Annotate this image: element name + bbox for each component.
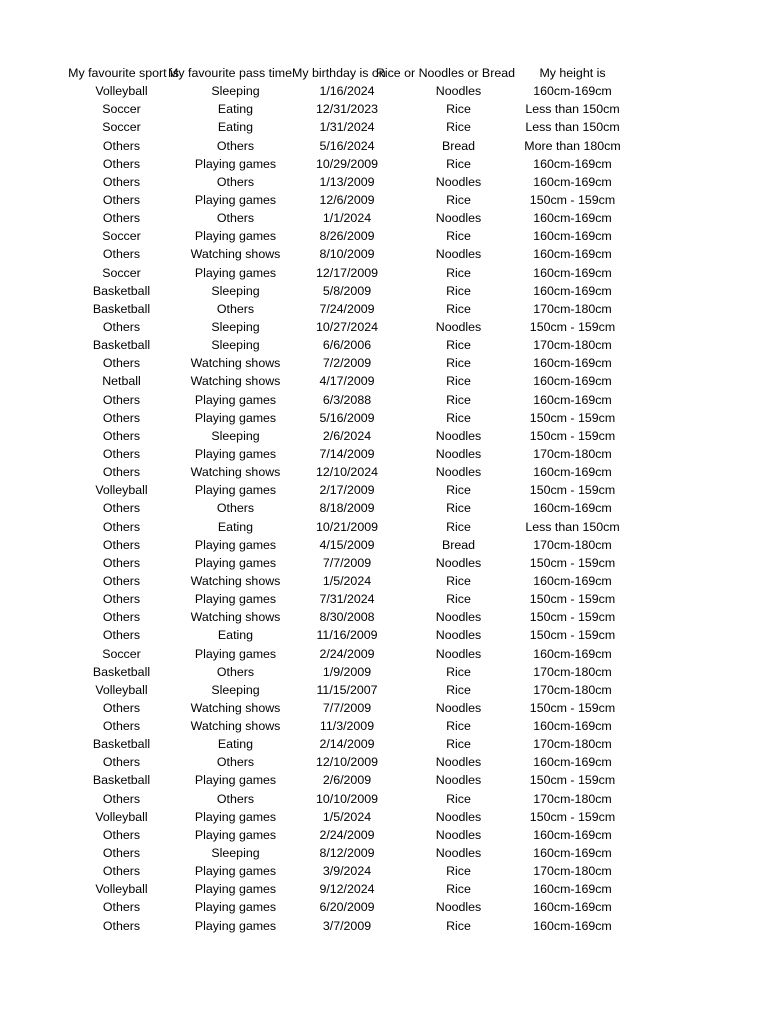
cell-food: Noodles [435,465,482,480]
cell-height: 160cm-169cm [533,827,612,842]
cell-food: Rice [446,283,471,298]
cell-food: Rice [446,156,471,171]
cell-food: Rice [446,338,471,353]
cell-sport: Others [102,791,141,806]
cell-sport: Others [102,700,141,715]
cell-birthday: 5/8/2009 [322,283,372,298]
table-row [64,826,632,844]
cell-food: Rice [446,483,471,498]
cell-height: 160cm-169cm [533,374,612,389]
cell-height: 160cm-169cm [533,356,612,371]
cell-sport: Soccer [102,102,141,117]
cell-birthday: 11/15/2007 [316,682,378,697]
cell-birthday: 2/6/2009 [322,773,372,788]
cell-height: 160cm-169cm [533,84,612,99]
cell-pass-time: Playing games [194,392,277,407]
table-row [64,481,632,499]
cell-birthday: 1/1/2024 [322,211,372,226]
cell-food: Noodles [435,846,482,861]
table-row [64,862,632,880]
cell-pass-time: Sleeping [211,338,260,353]
table-row [64,554,632,572]
cell-pass-time: Watching shows [190,700,281,715]
cell-food: Bread [441,138,476,153]
cell-sport: Others [102,174,141,189]
cell-height: 150cm - 159cm [529,610,616,625]
cell-food: Rice [446,864,471,879]
table-row [64,173,632,191]
cell-food: Noodles [435,900,482,915]
cell-food: Noodles [435,247,482,262]
cell-birthday: 12/6/2009 [319,192,375,207]
cell-pass-time: Others [216,174,255,189]
table-row [64,445,632,463]
cell-pass-time: Playing games [194,555,277,570]
table-row [64,917,632,935]
table-row [64,663,632,681]
cell-birthday: 1/5/2024 [322,573,372,588]
table-row [64,717,632,735]
cell-food: Rice [446,301,471,316]
cell-sport: Others [102,719,141,734]
cell-sport: Others [102,628,141,643]
cell-height: 170cm-180cm [533,301,612,316]
table-row [64,681,632,699]
cell-sport: Volleyball [95,809,148,824]
cell-height: 150cm - 159cm [529,410,616,425]
cell-birthday: 8/18/2009 [319,501,375,516]
cell-pass-time: Playing games [194,592,277,607]
cell-sport: Basketball [92,338,151,353]
cell-height: 150cm - 159cm [529,555,616,570]
table-row [64,245,632,263]
cell-sport: Others [102,900,141,915]
table-row [64,409,632,427]
cell-birthday: 6/6/2006 [322,338,372,353]
cell-pass-time: Watching shows [190,719,281,734]
header-pass-time: My favourite pass time [168,66,292,80]
cell-food: Noodles [435,809,482,824]
table-row [64,645,632,663]
cell-height: 160cm-169cm [533,573,612,588]
cell-food: Noodles [435,211,482,226]
cell-height: 160cm-169cm [533,846,612,861]
cell-pass-time: Playing games [194,192,277,207]
cell-height: 160cm-169cm [533,229,612,244]
cell-height: 160cm-169cm [533,646,612,661]
cell-pass-time: Sleeping [211,283,260,298]
cell-pass-time: Watching shows [190,356,281,371]
table-row [64,608,632,626]
cell-pass-time: Playing games [194,882,277,897]
cell-sport: Basketball [92,773,151,788]
cell-birthday: 3/9/2024 [322,864,372,879]
cell-birthday: 10/27/2024 [315,319,378,334]
cell-height: 160cm-169cm [533,882,612,897]
cell-sport: Basketball [92,664,151,679]
cell-sport: Soccer [102,265,141,280]
cell-sport: Others [102,610,141,625]
cell-birthday: 6/3/2088 [322,392,372,407]
cell-height: 170cm-180cm [533,664,612,679]
cell-birthday: 2/24/2009 [319,827,375,842]
cell-food: Rice [446,374,471,389]
cell-sport: Soccer [102,120,141,135]
cell-pass-time: Playing games [194,918,277,933]
cell-pass-time: Playing games [194,483,277,498]
cell-birthday: 5/16/2009 [319,410,375,425]
cell-food: Noodles [435,84,482,99]
table-row [64,318,632,336]
cell-height: 170cm-180cm [533,446,612,461]
header-birthday: My birthday is on [292,66,386,80]
cell-sport: Others [102,156,141,171]
cell-pass-time: Others [216,791,255,806]
cell-food: Rice [446,229,471,244]
cell-height: 150cm - 159cm [529,483,616,498]
cell-sport: Others [102,211,141,226]
cell-pass-time: Others [216,501,255,516]
cell-food: Rice [446,501,471,516]
cell-food: Rice [446,102,471,117]
cell-birthday: 2/14/2009 [319,737,375,752]
cell-pass-time: Playing games [194,446,277,461]
cell-food: Noodles [435,646,482,661]
table-body [64,82,632,935]
cell-sport: Others [102,356,141,371]
cell-sport: Others [102,319,141,334]
cell-food: Noodles [435,446,482,461]
cell-birthday: 7/7/2009 [322,700,372,715]
cell-birthday: 1/5/2024 [322,809,372,824]
cell-birthday: 10/29/2009 [315,156,378,171]
cell-food: Noodles [435,700,482,715]
cell-birthday: 4/15/2009 [319,537,375,552]
cell-pass-time: Sleeping [211,428,260,443]
cell-birthday: 12/10/2009 [315,755,378,770]
cell-pass-time: Others [216,755,255,770]
cell-sport: Others [102,465,141,480]
cell-sport: Others [102,537,141,552]
header-food: Rice or Noodles or Bread [375,66,515,80]
cell-sport: Others [102,864,141,879]
cell-birthday: 1/13/2009 [319,174,375,189]
cell-height: 160cm-169cm [533,918,612,933]
cell-height: 160cm-169cm [533,465,612,480]
header-sport: My favourite sport is [68,66,179,80]
cell-birthday: 10/10/2009 [315,791,378,806]
cell-birthday: 12/10/2024 [315,465,378,480]
header-height: My height is [539,66,606,80]
table-row [64,590,632,608]
cell-sport: Volleyball [95,882,148,897]
table-row [64,699,632,717]
cell-birthday: 7/24/2009 [319,301,375,316]
cell-height: 150cm - 159cm [529,428,616,443]
cell-sport: Others [102,592,141,607]
table-row [64,771,632,789]
cell-height: 160cm-169cm [533,283,612,298]
table-row [64,300,632,318]
cell-food: Rice [446,682,471,697]
table-row [64,354,632,372]
table-row [64,191,632,209]
table-row [64,372,632,390]
table-row [64,463,632,481]
cell-birthday: 11/3/2009 [319,719,375,734]
cell-height: 150cm - 159cm [529,700,616,715]
cell-pass-time: Eating [217,737,254,752]
cell-height: 150cm - 159cm [529,319,616,334]
cell-pass-time: Others [216,211,255,226]
cell-birthday: 1/9/2009 [322,664,372,679]
table-row [64,790,632,808]
cell-height: 160cm-169cm [533,174,612,189]
cell-food: Rice [446,120,471,135]
cell-birthday: 5/16/2024 [319,138,375,153]
cell-birthday: 8/26/2009 [319,229,375,244]
cell-sport: Soccer [102,646,141,661]
cell-height: 160cm-169cm [533,501,612,516]
cell-height: 160cm-169cm [533,719,612,734]
cell-birthday: 8/10/2009 [319,247,375,262]
cell-height: 170cm-180cm [533,338,612,353]
cell-pass-time: Playing games [194,156,277,171]
cell-height: 170cm-180cm [533,682,612,697]
cell-sport: Others [102,392,141,407]
table-row [64,118,632,136]
cell-food: Noodles [435,174,482,189]
cell-birthday: 7/7/2009 [322,555,372,570]
cell-food: Rice [446,410,471,425]
cell-pass-time: Watching shows [190,465,281,480]
cell-pass-time: Playing games [194,537,277,552]
table-row [64,880,632,898]
cell-pass-time: Playing games [194,229,277,244]
cell-sport: Basketball [92,301,151,316]
cell-food: Noodles [435,610,482,625]
cell-birthday: 7/31/2024 [319,592,375,607]
cell-pass-time: Sleeping [211,319,260,334]
cell-pass-time: Sleeping [211,846,260,861]
cell-height: 150cm - 159cm [529,592,616,607]
cell-birthday: 1/31/2024 [319,120,375,135]
cell-sport: Others [102,519,141,534]
table-row [64,282,632,300]
cell-sport: Basketball [92,283,151,298]
cell-food: Rice [446,719,471,734]
cell-height: 160cm-169cm [533,211,612,226]
table-row [64,391,632,409]
cell-sport: Soccer [102,229,141,244]
cell-food: Bread [441,537,476,552]
cell-pass-time: Playing games [194,646,277,661]
cell-food: Rice [446,918,471,933]
cell-height: 160cm-169cm [533,265,612,280]
cell-pass-time: Watching shows [190,610,281,625]
cell-birthday: 8/12/2009 [319,846,375,861]
cell-food: Rice [446,791,471,806]
table-row [64,844,632,862]
cell-birthday: 4/17/2009 [319,374,375,389]
cell-pass-time: Others [216,664,255,679]
cell-birthday: 3/7/2009 [322,918,372,933]
cell-food: Rice [446,356,471,371]
table-row [64,82,632,100]
cell-birthday: 7/14/2009 [319,446,375,461]
cell-sport: Netball [102,374,141,389]
cell-pass-time: Eating [217,120,254,135]
cell-birthday: 2/24/2009 [319,646,375,661]
cell-pass-time: Playing games [194,809,277,824]
cell-pass-time: Playing games [194,864,277,879]
cell-sport: Basketball [92,737,151,752]
cell-height: 150cm - 159cm [529,628,616,643]
table-row [64,753,632,771]
header-row [64,64,632,82]
cell-pass-time: Playing games [194,265,277,280]
cell-pass-time: Watching shows [190,374,281,389]
cell-height: 150cm - 159cm [529,192,616,207]
cell-food: Noodles [435,428,482,443]
cell-height: 170cm-180cm [533,864,612,879]
cell-pass-time: Playing games [194,827,277,842]
cell-food: Rice [446,519,471,534]
cell-height: 170cm-180cm [533,537,612,552]
cell-pass-time: Others [216,301,255,316]
cell-food: Rice [446,882,471,897]
table-row [64,626,632,644]
cell-sport: Others [102,918,141,933]
table-row [64,898,632,916]
cell-height: 170cm-180cm [533,791,612,806]
cell-birthday: 2/6/2024 [322,428,372,443]
cell-height: 160cm-169cm [533,755,612,770]
cell-sport: Volleyball [95,84,148,99]
cell-height: More than 180cm [524,138,621,153]
cell-height: Less than 150cm [525,519,620,534]
cell-birthday: 10/21/2009 [315,519,378,534]
cell-food: Noodles [435,755,482,770]
cell-birthday: 12/31/2023 [315,102,378,117]
cell-birthday: 8/30/2008 [319,610,375,625]
cell-sport: Others [102,192,141,207]
table-row [64,264,632,282]
cell-sport: Others [102,555,141,570]
table-row [64,209,632,227]
table-row [64,227,632,245]
table-row [64,536,632,554]
table-row [64,499,632,517]
cell-pass-time: Playing games [194,773,277,788]
cell-food: Rice [446,392,471,407]
cell-sport: Others [102,410,141,425]
cell-height: 160cm-169cm [533,392,612,407]
cell-food: Rice [446,664,471,679]
cell-food: Noodles [435,319,482,334]
cell-sport: Others [102,827,141,842]
cell-food: Noodles [435,827,482,842]
table-row [64,336,632,354]
table-row [64,155,632,173]
cell-birthday: 2/17/2009 [319,483,375,498]
cell-height: 150cm - 159cm [529,809,616,824]
cell-sport: Volleyball [95,682,148,697]
cell-pass-time: Others [216,138,255,153]
table-row [64,427,632,445]
cell-sport: Others [102,247,141,262]
cell-sport: Others [102,755,141,770]
cell-food: Rice [446,192,471,207]
cell-food: Rice [446,265,471,280]
cell-pass-time: Eating [217,102,254,117]
cell-height: 160cm-169cm [533,156,612,171]
cell-sport: Others [102,573,141,588]
table-row [64,735,632,753]
cell-sport: Others [102,428,141,443]
cell-birthday: 12/17/2009 [315,265,378,280]
survey-table [64,64,632,935]
cell-height: 170cm-180cm [533,737,612,752]
cell-height: 150cm - 159cm [529,773,616,788]
cell-birthday: 11/16/2009 [316,628,378,643]
cell-food: Rice [446,592,471,607]
cell-height: 160cm-169cm [533,247,612,262]
table-row [64,100,632,118]
cell-pass-time: Eating [217,519,254,534]
table-row [64,572,632,590]
table-row [64,137,632,155]
cell-sport: Others [102,501,141,516]
cell-pass-time: Sleeping [211,682,260,697]
cell-sport: Volleyball [95,483,148,498]
cell-pass-time: Watching shows [190,247,281,262]
cell-pass-time: Playing games [194,900,277,915]
cell-food: Noodles [435,628,482,643]
cell-birthday: 9/12/2024 [319,882,375,897]
cell-height: Less than 150cm [525,102,620,117]
table-row [64,808,632,826]
cell-pass-time: Playing games [194,410,277,425]
cell-sport: Others [102,846,141,861]
cell-food: Noodles [435,773,482,788]
cell-birthday: 1/16/2024 [319,84,375,99]
cell-sport: Others [102,446,141,461]
cell-pass-time: Sleeping [211,84,260,99]
cell-food: Rice [446,573,471,588]
cell-height: Less than 150cm [525,120,620,135]
cell-pass-time: Watching shows [190,573,281,588]
cell-birthday: 6/20/2009 [319,900,375,915]
cell-birthday: 7/2/2009 [322,356,372,371]
cell-height: 160cm-169cm [533,900,612,915]
cell-food: Rice [446,737,471,752]
cell-sport: Others [102,138,141,153]
cell-food: Noodles [435,555,482,570]
table-row [64,518,632,536]
cell-pass-time: Eating [217,628,254,643]
